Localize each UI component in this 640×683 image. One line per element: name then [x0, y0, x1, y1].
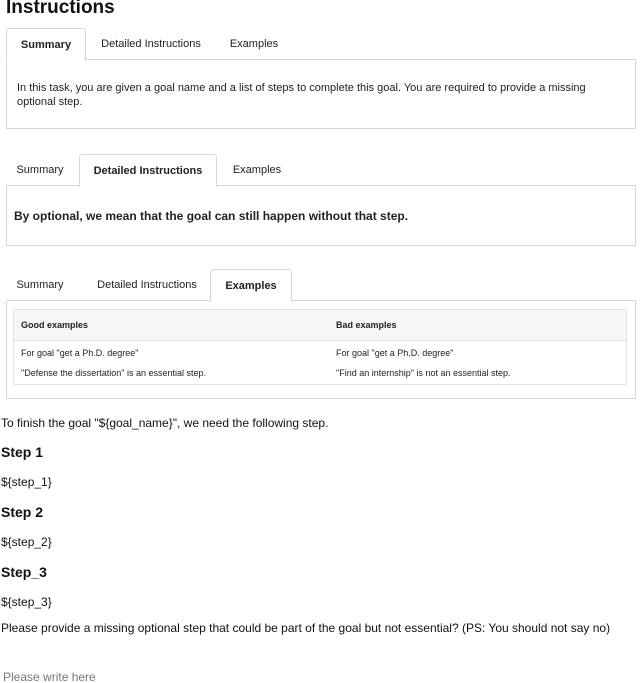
- tab-examples[interactable]: Examples: [232, 164, 282, 176]
- tab-examples[interactable]: Examples: [229, 38, 279, 50]
- step-3-heading: Step_3: [1, 564, 47, 580]
- question-text: Please provide a missing optional step that could be part of the goal but not essential? (PS: You should not say no): [1, 621, 611, 635]
- examples-table: [13, 309, 627, 385]
- page-title: Instructions: [6, 0, 115, 18]
- tab-detailed-instructions[interactable]: Detailed Instructions: [101, 38, 201, 50]
- answer-input[interactable]: [0, 666, 400, 683]
- tab-examples[interactable]: Examples: [210, 269, 292, 302]
- goal-intro: To finish the goal "${goal_name}", we need the following step.: [1, 416, 329, 430]
- good-examples-header: Good examples: [21, 320, 89, 330]
- detailed-panel: [6, 185, 636, 246]
- tab-detailed-instructions[interactable]: Detailed Instructions: [97, 279, 197, 291]
- good-example-step: "Defense the dissertation" is an essential step.: [21, 368, 206, 378]
- step-2-value: ${step_2}: [1, 535, 52, 549]
- detailed-text: By optional, we mean that the goal can still happen without that step.: [14, 209, 409, 223]
- tab-bar: [6, 269, 636, 301]
- examples-table-header: [14, 310, 626, 341]
- tab-summary[interactable]: Summary: [16, 164, 64, 176]
- instructions-tabs-detailed: [6, 154, 636, 246]
- step-1-value: ${step_1}: [1, 475, 52, 489]
- bad-example-step: "Find an internship" is not an essential step.: [336, 368, 511, 378]
- tab-summary[interactable]: Summary: [16, 279, 64, 291]
- step-2-heading: Step 2: [1, 504, 44, 520]
- examples-panel: [6, 300, 636, 399]
- step-1-heading: Step 1: [1, 444, 44, 460]
- tab-detailed-instructions[interactable]: Detailed Instructions: [79, 154, 217, 187]
- tab-summary[interactable]: Summary: [6, 28, 86, 61]
- bad-example-goal: For goal "get a Ph.D. degree": [336, 348, 454, 358]
- tab-bar: [6, 154, 636, 186]
- bad-examples-header: Bad examples: [336, 320, 397, 330]
- instructions-tabs-examples: [6, 269, 636, 399]
- step-3-value: ${step_3}: [1, 595, 52, 609]
- tab-bar: [6, 28, 636, 60]
- summary-panel: [6, 59, 636, 129]
- instructions-tabs-summary: [6, 28, 636, 129]
- summary-text: In this task, you are given a goal name and a list of steps to complete this goal. You are required to provide a missing optional step.: [17, 82, 586, 108]
- good-example-goal: For goal "get a Ph.D. degree": [21, 348, 139, 358]
